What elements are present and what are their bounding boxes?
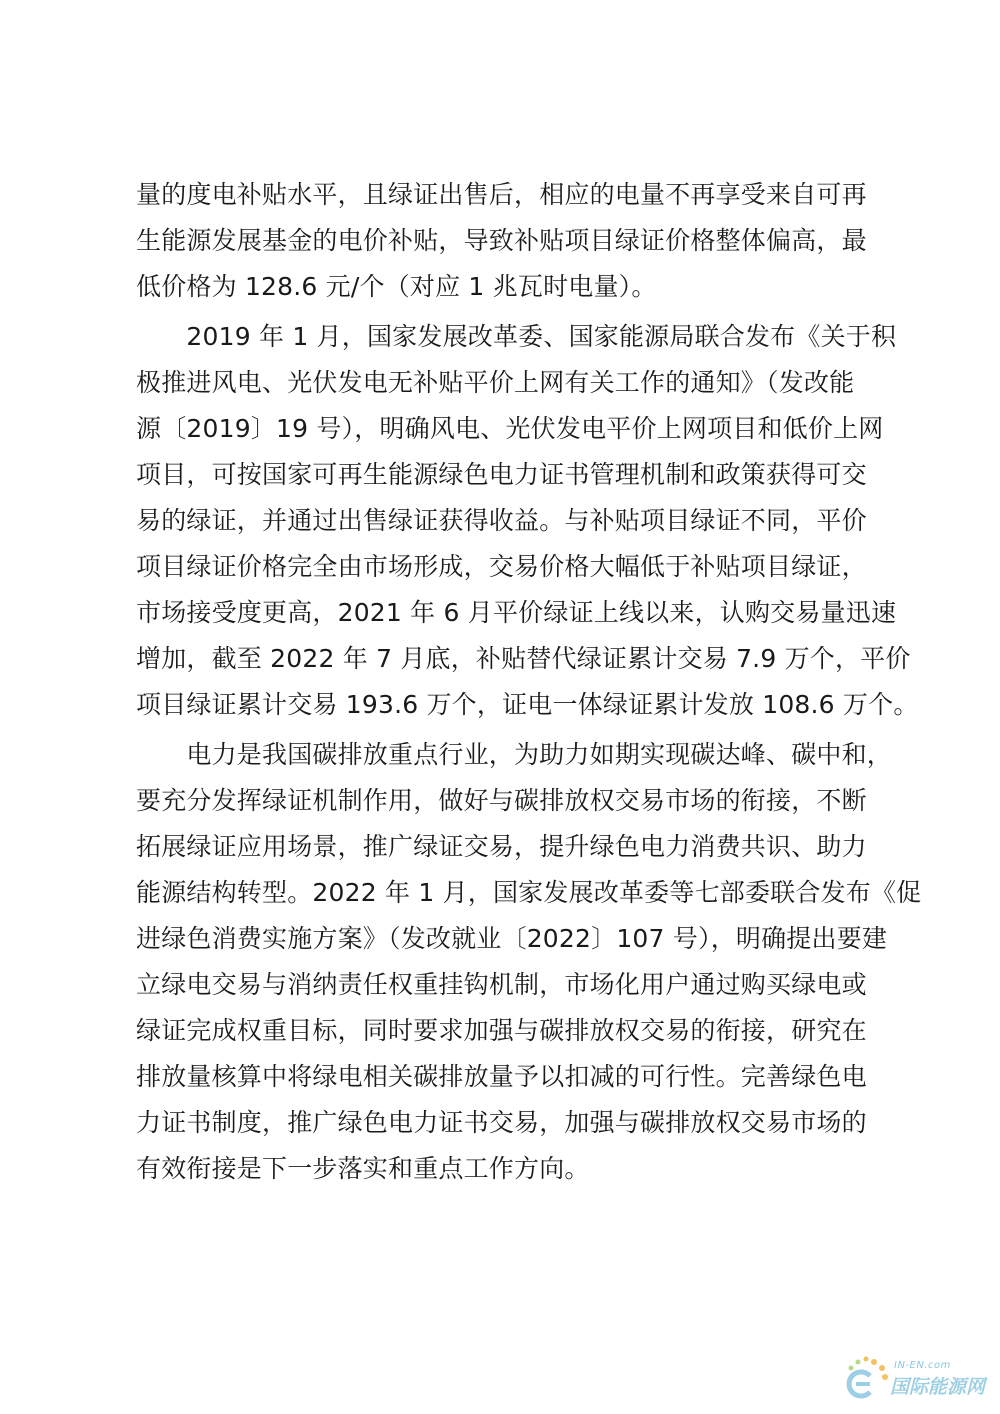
text-line: 能源结构转型。2022 年 1 月，国家发展改革委等七部委联合发布《促 <box>136 878 922 907</box>
text-line: 绿证完成权重目标，同时要求加强与碳排放权交易的衔接，研究在 <box>136 1016 867 1045</box>
paragraph <box>136 314 919 728</box>
body-text <box>136 172 922 1192</box>
text-line: 量的度电补贴水平，且绿证出售后，相应的电量不再享受来自可再 <box>136 180 867 209</box>
paragraph <box>136 172 872 310</box>
text-line: 力证书制度，推广绿色电力证书交易，加强与碳排放权交易市场的 <box>136 1108 867 1137</box>
text-line: 极推进风电、光伏发电无补贴平价上网有关工作的通知》（发改能 <box>136 368 855 397</box>
text-line: 项目绿证累计交易 193.6 万个，证电一体绿证累计发放 108.6 万个。 <box>136 690 919 719</box>
text-line: 生能源发展基金的电价补贴，导致补贴项目绿证价格整体偏高，最 <box>136 226 867 255</box>
text-line: 2019 年 1 月，国家发展改革委、国家能源局联合发布《关于积 <box>136 322 897 351</box>
text-line: 项目绿证价格完全由市场形成，交易价格大幅低于补贴项目绿证， <box>136 552 867 581</box>
watermark-cn-text: 国际能源网 <box>890 1376 986 1398</box>
text-line: 拓展绿证应用场景，推广绿证交易，提升绿色电力消费共识、助力 <box>136 832 867 861</box>
sun-logo-icon <box>840 1354 890 1404</box>
text-line: 市场接受度更高，2021 年 6 月平价绿证上线以来，认购交易量迅速 <box>136 598 897 627</box>
text-line: 源〔2019〕19 号），明确风电、光伏发电平价上网项目和低价上网 <box>136 414 884 443</box>
text-line: 易的绿证，并通过出售绿证获得收益。与补贴项目绿证不同，平价 <box>136 506 867 535</box>
text-line: 低价格为 128.6 元/个（对应 1 兆瓦时电量）。 <box>136 272 657 301</box>
watermark <box>840 1352 990 1408</box>
text-line: 要充分发挥绿证机制作用，做好与碳排放权交易市场的衔接，不断 <box>136 786 867 815</box>
text-line: 项目，可按国家可再生能源绿色电力证书管理机制和政策获得可交 <box>136 460 867 489</box>
paragraph <box>136 732 922 1192</box>
text-line: 电力是我国碳排放重点行业，为助力如期实现碳达峰、碳中和， <box>136 740 893 769</box>
text-line: 排放量核算中将绿电相关碳排放量予以扣减的可行性。完善绿色电 <box>136 1062 867 1091</box>
text-line: 增加，截至 2022 年 7 月底，补贴替代绿证累计交易 7.9 万个，平价 <box>136 644 911 673</box>
text-line: 有效衔接是下一步落实和重点工作方向。 <box>136 1154 590 1183</box>
watermark-en-text: IN-EN.com <box>894 1360 951 1371</box>
text-line: 立绿电交易与消纳责任权重挂钩机制，市场化用户通过购买绿电或 <box>136 970 867 999</box>
text-line: 进绿色消费实施方案》（发改就业〔2022〕107 号），明确提出要建 <box>136 924 888 953</box>
